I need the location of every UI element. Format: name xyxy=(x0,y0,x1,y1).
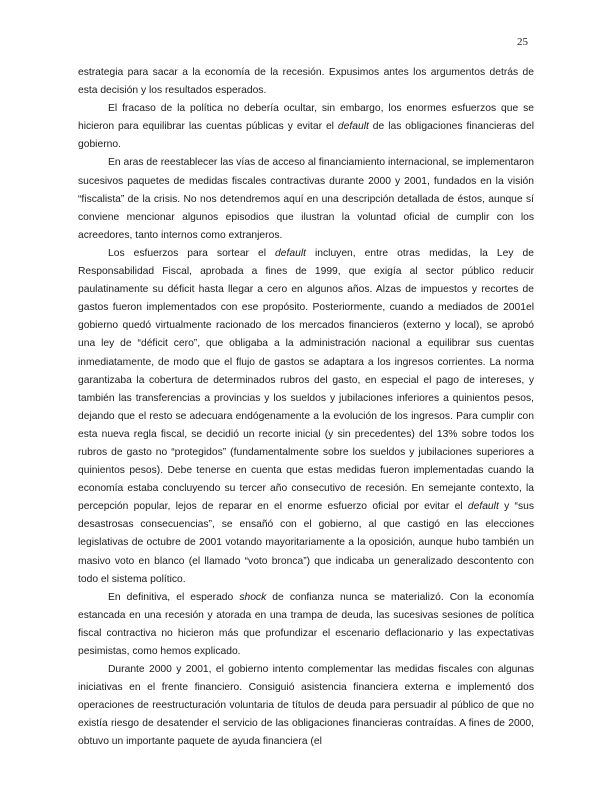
text-segment: Durante 2000 y 2001, el gobierno intento complementar las medidas fiscales con algunas iniciativas en el frente financiero. Consiguió asistencia financiera externa e implementó dos operaciones de reestructuración voluntaria de títulos de deuda para persuadir al público de que no existía riesgo de desatender el servicio de las obligaciones financieras contraídas. A fines de 2000, obtuvo un importante paquete de ayuda financiera (el xyxy=(78,664,534,748)
text-segment: de las obligaciones financieras del gobierno. xyxy=(78,121,534,151)
text-segment: En aras de reestablecer las vías de acceso al financiamiento internacional, se implementaron sucesivos paquetes de medidas fiscales contractivas durante 2000 y 2001, fundados en la visión “fiscalista” de la crisis. No nos detendremos aquí en una descripción detallada de éstos, aunque sí conviene mencionar algunos episodios que ilustran la voluntad oficial de cumplir con los acreedores, tanto internos como extranjeros. xyxy=(78,157,534,241)
paragraph xyxy=(78,589,534,661)
paragraph xyxy=(78,245,534,589)
italic-term: default xyxy=(467,501,499,513)
italic-term: shock xyxy=(239,591,267,603)
body-text xyxy=(78,64,534,752)
paragraph xyxy=(78,154,534,244)
paragraph xyxy=(78,100,534,154)
text-segment: de confianza nunca se materializó. Con la economía estancada en una recesión y atorada en una trampa de deuda, las sucesivas sesiones de política fiscal contractiva no hicieron más que profundizar el escenario deflacionario y las expectativas pesimistas, como hemos explicado. xyxy=(78,591,534,657)
text-segment: estrategia para sacar a la economía de la recesión. Expusimos antes los argumentos detrás de esta decisión y los resultados esperados. xyxy=(78,67,534,97)
page-number: 25 xyxy=(517,36,528,48)
text-segment: incluyen, entre otras medidas, la Ley de Responsabilidad Fiscal, aprobada a fines de 1999, que exigía al sector público reducir paulatinamente su déficit hasta llegar a cero en algunos años. Alzas de impuestos y recortes de gastos fueron implementados con ese propósito. Posteriormente, cuando a mediados de 2001el gobierno quedó virtualmente racionado de los mercados financieros (externo y local), se aprobó una ley de “déficit cero”, que obligaba a la administración nacional a equilibrar sus cuentas inmediatamente, de modo que el flujo de gastos se adaptara a los ingresos corrientes. La norma garantizaba la cobertura de determinados rubros del gasto, en especial el pago de intereses, y también las transferencias a provincias y los sueldos y jubilaciones inferiores a quinientos pesos, dejando que el resto se adecuara endógenamente a la evolución de los ingresos. Para cumplir con esta nueva regla fiscal, se decidió un recorte inicial (y sin precedentes) del 13% sobre todos los rubros de gasto no “protegidos” (fundamentalmente sobre los sueldos y jubilaciones superiores a quinientos pesos). Debe tenerse en cuenta que estas medidas fueron implementadas cuando la economía estaba concluyendo su tercer año consecutivo de recesión. En semejante contexto, la percepción popular, lejos de reparar en el enorme esfuerzo oficial por evitar el xyxy=(78,247,534,513)
italic-term: default xyxy=(337,121,369,133)
text-segment: El fracaso de la política no debería ocultar, sin embargo, los enormes esfuerzos que se hicieron para equilibrar las cuentas públicas y evitar el xyxy=(78,103,534,133)
paragraph xyxy=(78,661,534,751)
italic-term: default xyxy=(275,247,306,259)
text-segment: Los esfuerzos para sortear el xyxy=(108,247,276,259)
text-segment: y “sus desastrosas consecuencias”, se ensañó con el gobierno, al que castigó en las elecciones legislativas de octubre de 2001 votando mayoritariamente a la oposición, aunque hubo también un masivo voto en blanco (el llamado “voto bronca”) que indicaba un generalizado descontento con todo el sistema político. xyxy=(78,501,534,585)
paragraph xyxy=(78,64,534,100)
text-segment: En definitiva, el esperado xyxy=(108,591,240,603)
